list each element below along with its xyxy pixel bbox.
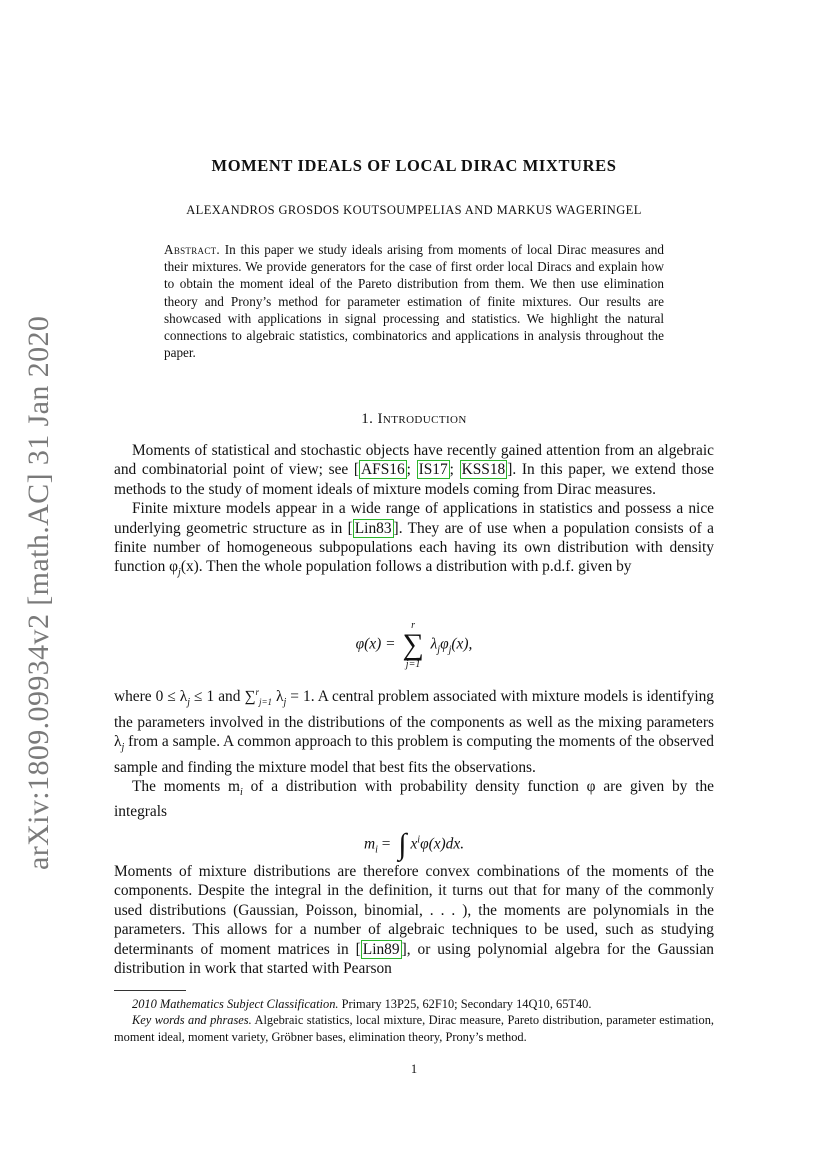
citation-link[interactable]: Lin83	[354, 519, 392, 537]
paper-title: MOMENT IDEALS OF LOCAL DIRAC MIXTURES	[211, 156, 617, 175]
paragraph-2: Finite mixture models appear in a wide range of applications in statistics and possess a nice underlying geometric structure as in [ Lin83 ]. They are of use when a population consists of a finite number of homogeneous subpopulations each having its own distribution with density function $\varphi_j(x)$. Then the whole population follows a distribution with p.d.f. given by	[114, 500, 714, 579]
abstract	[164, 241, 664, 361]
equation-mixture-density: φ(x) = r ∑ j=1 $\lambda_j\varphi_j(x)$,	[355, 620, 473, 670]
arxiv-identifier: arXiv:1809.09934v2 [math.AC] 31 Jan 2020	[22, 315, 55, 870]
paragraph-1: Moments of statistical and stochastic objects have recently gained attention from an algebraic and combinatorial point of view; see [ AFS16 ; IS17 ; KSS18 ]. In this paper, we extend those methods to the study of moment ideals of mixture models coming from Dirac measures.	[114, 442, 715, 498]
equation-moment-integral: $m_i$ = ∫ $x^i\varphi(x)dx$.	[363, 828, 465, 861]
intro-block-3	[114, 862, 714, 978]
section-title: Introduction	[377, 411, 467, 427]
section-heading	[0, 411, 828, 428]
page-number: 1	[410, 1062, 418, 1076]
paragraph-3: where $0 \le \lambda_j \le 1$ and ∑$^r_{j=1}$ $\lambda_j = 1$. A central problem associated with mixture models is identifying the parameters involved in the distributions of the components as well as the mixing parameters $\lambda_j$ from a sample. A common approach to this problem is computing the moments of the observed sample and finding the mixture model that best fits the observations.	[114, 687, 714, 776]
footnote-msc: 2010 Mathematics Subject Classification. Primary 13P25, 62F10; Secondary 14Q10, 65T40.	[132, 997, 592, 1011]
citation-link[interactable]: KSS18	[461, 461, 506, 479]
citation-link[interactable]: AFS16	[361, 461, 405, 479]
citation-link[interactable]: IS17	[418, 461, 448, 479]
paragraph-4: The moments $m_i$ of a distribution with probability density function φ are given by the integrals	[114, 777, 714, 821]
footnote-divider	[114, 990, 186, 991]
citation-link[interactable]: Lin89	[362, 940, 400, 958]
abstract-text: In this paper we study ideals arising from moments of local Dirac measures and their mixtures. We provide generators for the case of first order local Diracs and explain how to obtain the moment ideal of the Pareto distribution from them. We then use elimination theory and Prony’s method for parameter estimation of finite mixtures. Our results are showcased with applications in signal processing and statistics. We highlight the natural connections to algebraic statistics, combinatorics and applications in analysis throughout the paper.	[164, 242, 664, 361]
footnotes	[114, 996, 714, 1045]
section-number: 1.	[361, 411, 374, 427]
paragraph-5: Moments of mixture distributions are therefore convex combinations of the moments of the components. Despite the integral in the definition, it turns out that for many of the commonly used distributions (Gaussian, Poisson, binomial, . . . ), the moments are polynomials in the parameters. This allows for a number of algebraic techniques to be used, such as studying determinants of moment matrices in [ Lin89 ], or using polynomial algebra for the Gaussian distribution in work that started with Pearson	[114, 863, 714, 978]
paper-authors: ALEXANDROS GROSDOS KOUTSOUMPELIAS AND MARKUS WAGERINGEL	[186, 203, 642, 217]
intro-block-2	[114, 683, 714, 822]
intro-block-1	[114, 441, 714, 583]
footnote-keywords: Key words and phrases. Algebraic statistics, local mixture, Dirac measure, Pareto distribution, parameter estimation, moment ideal, moment variety, Gröbner bases, elimination theory, Prony’s method.	[114, 1013, 714, 1044]
abstract-label: Abstract.	[164, 242, 221, 257]
